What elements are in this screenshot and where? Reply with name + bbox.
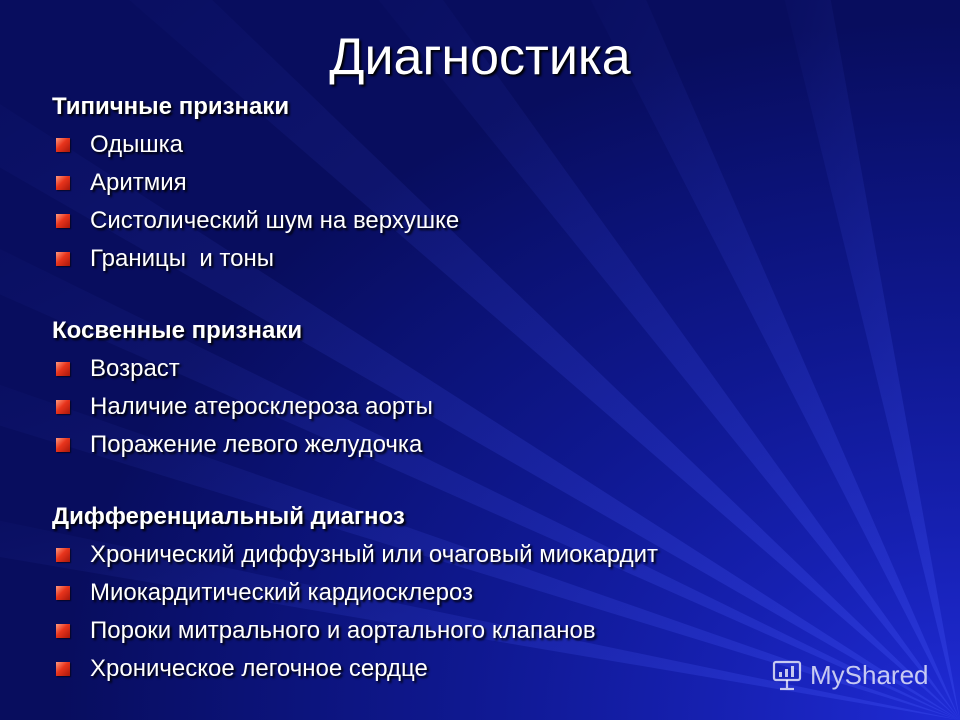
list-item-text: Хроническое легочное сердце (90, 655, 428, 682)
list-item (52, 612, 932, 650)
list-item-text: Одышка (90, 131, 184, 158)
list-item-text: Хронический диффузный или очаговый миокардит (90, 541, 659, 568)
list-item (52, 164, 932, 202)
bullet-list (52, 126, 932, 278)
slide-title: Диагностика (329, 28, 631, 86)
list-item-text: Поражение левого желудочка (90, 431, 423, 458)
square-bullet-icon (56, 624, 70, 638)
section-spacer (52, 464, 932, 498)
square-bullet-icon (56, 214, 70, 228)
section-typical-signs (52, 88, 932, 278)
list-item-text: Границы и тоны (90, 245, 274, 272)
list-item-text: Систолический шум на верхушке (90, 207, 460, 234)
square-bullet-icon (56, 400, 70, 414)
list-item-text: Пороки митрального и аортального клапанов (90, 617, 596, 644)
list-item (52, 350, 932, 388)
square-bullet-icon (56, 138, 70, 152)
section-indirect-signs (52, 312, 932, 464)
list-item-text: Миокардитический кардиосклероз (90, 579, 474, 606)
square-bullet-icon (56, 662, 70, 676)
list-item-text: Аритмия (90, 169, 187, 196)
square-bullet-icon (56, 586, 70, 600)
list-item (52, 240, 932, 278)
square-bullet-icon (56, 438, 70, 452)
list-item (52, 426, 932, 464)
bullet-list (52, 350, 932, 464)
list-item (52, 202, 932, 240)
square-bullet-icon (56, 362, 70, 376)
square-bullet-icon (56, 252, 70, 266)
section-spacer (52, 278, 932, 312)
list-item (52, 126, 932, 164)
slide-content (52, 88, 932, 688)
section-heading: Типичные признаки (52, 93, 290, 120)
square-bullet-icon (56, 548, 70, 562)
section-heading: Дифференциальный диагноз (52, 503, 405, 530)
list-item-text: Возраст (90, 355, 180, 382)
watermark-logo (770, 658, 929, 692)
section-heading: Косвенные признаки (52, 317, 303, 344)
list-item (52, 536, 932, 574)
list-item (52, 574, 932, 612)
square-bullet-icon (56, 176, 70, 190)
watermark-text: MyShared (810, 659, 929, 690)
list-item (52, 388, 932, 426)
list-item-text: Наличие атеросклероза аорты (90, 393, 433, 420)
presentation-board-icon (770, 658, 804, 692)
